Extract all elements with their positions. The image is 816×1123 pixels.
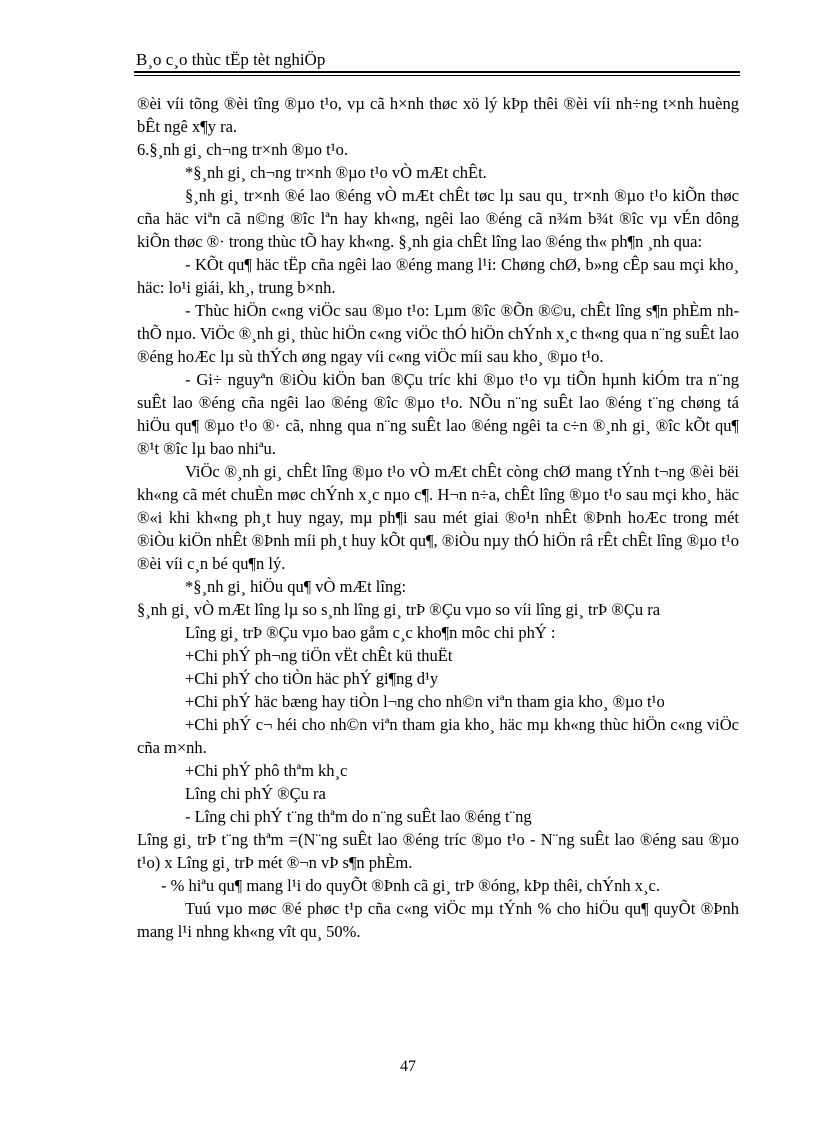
page-header-title: B¸o c¸o thùc tËp tèt nghiÖp xyxy=(136,50,326,69)
list-item: - % hiªu qu¶ mang l¹i do quyÕt ®Þnh cã gi¸ trÞ ®óng, kÞp thêi, chÝnh x¸c. xyxy=(161,876,660,895)
header-rule-thick xyxy=(134,71,740,73)
list-item: +Chi phÝ ph¬ng tiÖn vËt chÊt kü thuËt xyxy=(185,646,453,665)
list-item: +Chi phÝ häc bæng hay tiÒn l¬ng cho nh©n viªn tham gia kho¸ ®µo t¹o xyxy=(185,692,665,711)
paragraph: ViÖc ®¸nh gi¸ chÊt lîng ®µo t¹o vÒ mÆt chÊt còng chØ mang tÝnh t¬ng ®èi bëi kh«ng cã mét chuÈn møc chÝnh x¸c nµo c¶. H¬n n÷a, chÊt lîng ®µo t¹o sau mçi kho¸ häc ®«i khi kh«ng ph¸t huy ngay, mµ ph¶i sau mét giai ®o¹n nhÊt ®Þnh hoÆc trong mét ®iÒu kiÖn nhÊt ®Þnh míi ph¸t huy kÕt qu¶, ®iÒu nµy thÓ hiÖn râ rÊt chÊt lîng ®µo t¹o ®èi víi c¸n bé qu¶n lý. xyxy=(137,462,739,573)
paragraph: - Thùc hiÖn c«ng viÖc sau ®µo t¹o: Lµm ®îc ®Õn ®©u, chÊt lîng s¶n phÈm nh thÕ nµo. ViÖc ®¸nh gi¸ thùc hiÖn c«ng viÖc thÓ hiÖn chÝnh x¸c th«ng qua n¨ng suÊt lao ®éng hoÆc lµ sù thÝch øng ngay víi c«ng viÖc míi sau kho¸ ®µo t¹o. xyxy=(137,301,739,366)
subheading: *§¸nh gi¸ hiÖu qu¶ vÒ mÆt lîng: xyxy=(185,577,407,596)
paragraph: Lîng gi¸ trÞ ®Çu vµo bao gåm c¸c kho¶n môc chi phÝ : xyxy=(185,623,556,642)
paragraph: Lîng gi¸ trÞ t¨ng thªm =(N¨ng suÊt lao ®éng tríc ®µo t¹o - N¨ng suÊt lao ®éng sau ®µo t¹o) x Lîng gi¸ trÞ mét ®¬n vÞ s¶n phÈm. xyxy=(137,830,739,872)
list-item: +Chi phÝ c¬ héi cho nh©n viªn tham gia kho¸ häc mµ kh«ng thùc hiÖn c«ng viÖc cña m×nh. xyxy=(137,715,739,757)
subheading: *§¸nh gi¸ ch¬ng tr×nh ®µo t¹o vÒ mÆt chÊt. xyxy=(185,163,487,182)
paragraph: ®èi víi tõng ®èi tîng ®µo t¹o, vµ cã h×nh thøc xö lý kÞp thêi ®èi víi nh÷ng t×nh huèng bÊt ngê x¶y ra. xyxy=(137,94,739,136)
paragraph: - KÕt qu¶ häc tËp cña ngêi lao ®éng mang l¹i: Chøng chØ, b»ng cÊp sau mçi kho¸ häc: lo¹i giái, kh¸, trung b×nh. xyxy=(137,255,739,297)
list-item: +Chi phÝ cho tiÒn häc phÝ gi¶ng d¹y xyxy=(185,669,439,688)
paragraph: Lîng chi phÝ ®Çu ra xyxy=(185,784,326,803)
list-item: +Chi phÝ phô thªm kh¸c xyxy=(185,761,348,780)
paragraph: - Gi÷ nguyªn ®iÒu kiÖn ban ®Çu tríc khi ®µo t¹o vµ tiÕn hµnh kiÓm tra n¨ng suÊt lao ®éng cña ngêi lao ®éng ®îc ®µo t¹o. NÕu n¨ng suÊt lao ®éng t¨ng chøng tá hiÖu qu¶ ®µo t¹o ®· cã, nhng qua n¨ng suÊt lao ®éng ngêi ta c÷n ®¸nh gi¸ ®îc kÕt qu¶ ®¹t ®îc lµ bao nhiªu. xyxy=(137,370,739,458)
paragraph: §¸nh gi¸ vÒ mÆt lîng lµ so s¸nh lîng gi¸ trÞ ®Çu vµo so víi lîng gi¸ trÞ ®Çu ra xyxy=(137,600,661,619)
paragraph: Tuú vµo møc ®é phøc t¹p cña c«ng viÖc mµ tÝnh % cho hiÖu qu¶ quyÕt ®Þnh mang l¹i nhng kh«ng vît qu¸ 50%. xyxy=(137,899,739,941)
paragraph: §¸nh gi¸ tr×nh ®é lao ®éng vÒ mÆt chÊt tøc lµ sau qu¸ tr×nh ®µo t¹o kiÕn thøc cña häc viªn cã n©ng ®îc lªn hay kh«ng, ngêi lao ®éng cã n¾m b¾t ®îc vµ vÉn dông kiÕn thøc ®· trong thùc tÕ hay kh«ng. §¸nh gia chÊt lîng lao ®éng th« ph¶n ¸nh qua: xyxy=(137,186,739,251)
document-body xyxy=(137,92,739,943)
section-heading: 6.§¸nh gi¸ ch¬ng tr×nh ®µo t¹o. xyxy=(137,140,349,159)
page-number: 47 xyxy=(400,1058,416,1075)
list-item: - Lîng chi phÝ t¨ng thªm do n¨ng suÊt lao ®éng t¨ng xyxy=(185,807,532,826)
header-rule-thin xyxy=(134,75,740,76)
